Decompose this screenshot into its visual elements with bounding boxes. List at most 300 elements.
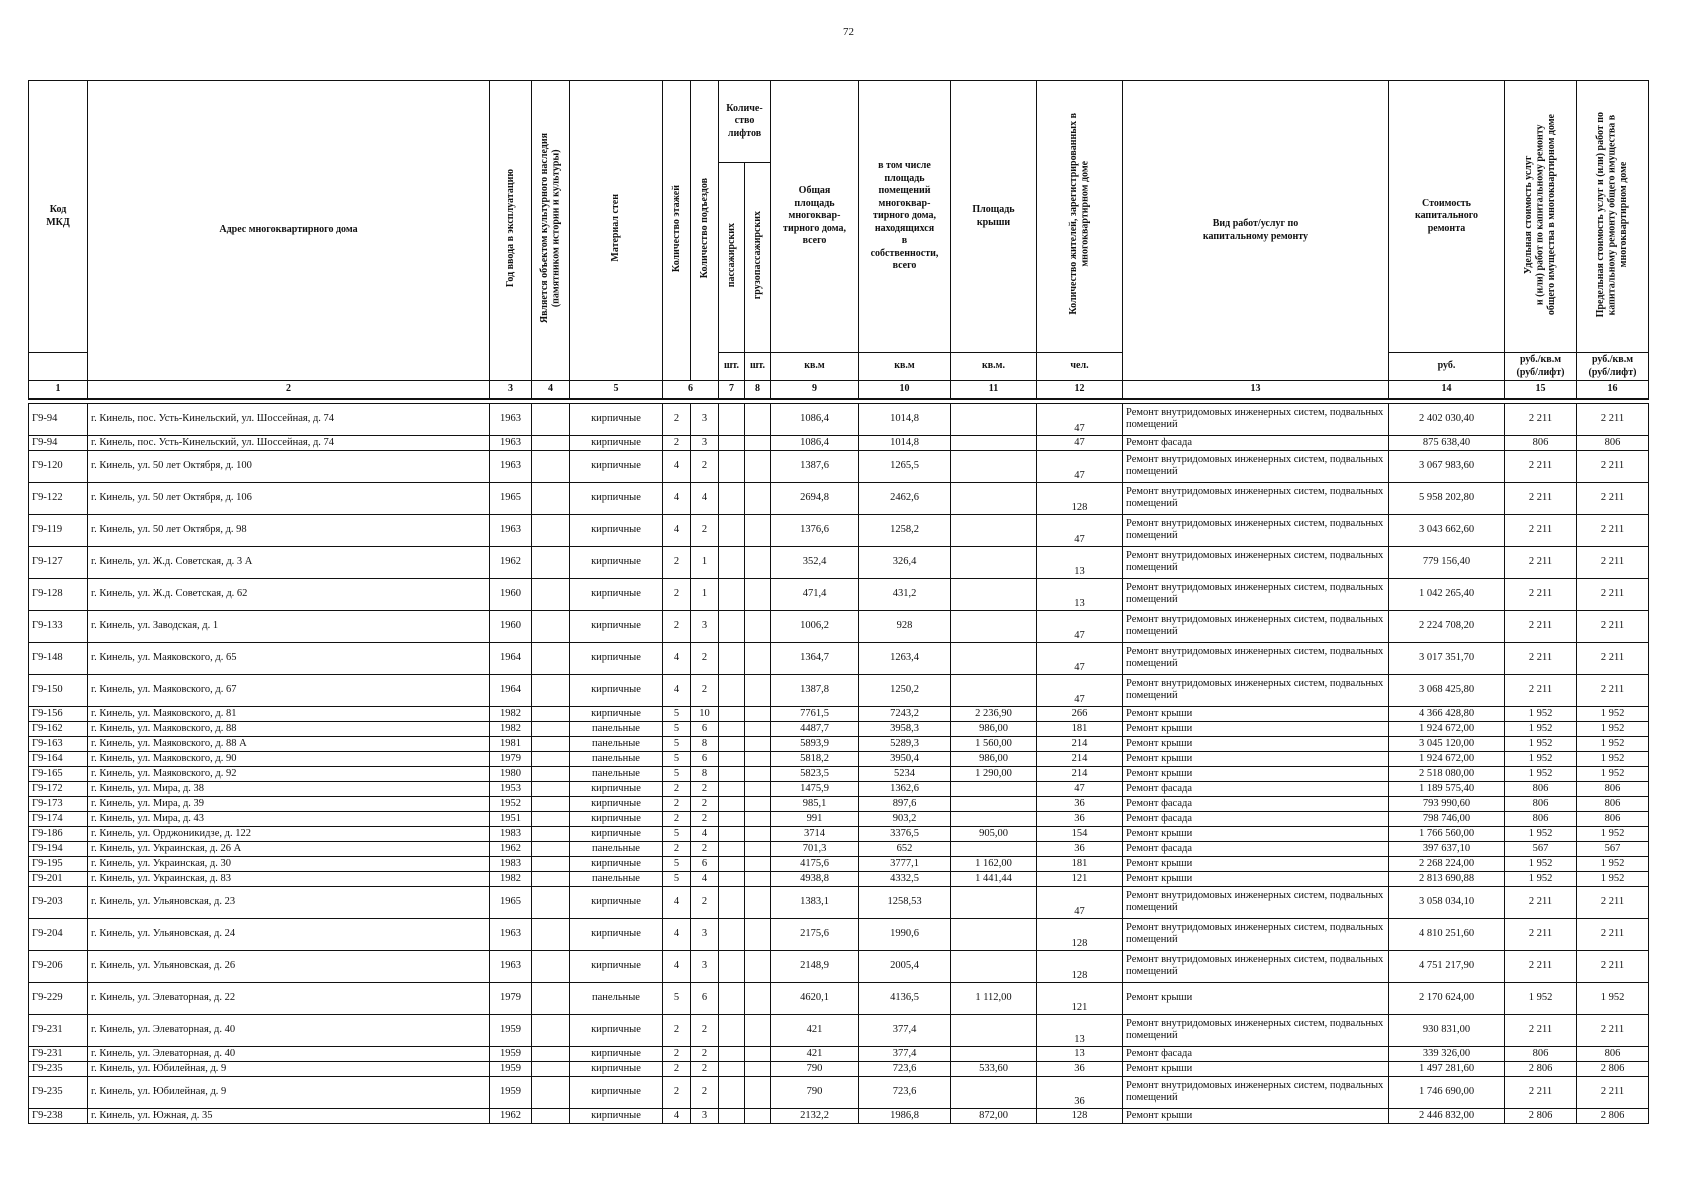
row-year: 1962: [490, 546, 532, 578]
row-unit-cost: 806: [1505, 811, 1577, 826]
row-empty-cell: [719, 514, 745, 546]
row-address: г. Кинель, ул. Маяковского, д. 92: [88, 766, 490, 781]
row-empty-cell: [532, 1108, 570, 1123]
row-empty-cell: [532, 871, 570, 886]
table-row: [29, 514, 1649, 546]
row-material: кирпичные: [570, 1046, 663, 1061]
column-number-6: 6: [663, 381, 719, 399]
row-year: 1982: [490, 706, 532, 721]
row-work-type: Ремонт внутридомовых инженерных систем, подвальных помещений: [1123, 514, 1389, 546]
row-max-cost: 2 211: [1577, 514, 1649, 546]
row-roof-area: 2 236,90: [951, 706, 1037, 721]
row-total-area: 2132,2: [771, 1108, 859, 1123]
row-roof-area: 1 441,44: [951, 871, 1037, 886]
row-residents: 214: [1037, 766, 1123, 781]
header-work-type: Вид работ/услуг по капитальному ремонту: [1123, 81, 1389, 381]
column-number-15: 15: [1505, 381, 1577, 399]
row-material: кирпичные: [570, 856, 663, 871]
row-work-type: Ремонт крыши: [1123, 766, 1389, 781]
row-unit-cost: 2 211: [1505, 950, 1577, 982]
row-total-area: 2148,9: [771, 950, 859, 982]
row-cost: 3 058 034,10: [1389, 886, 1505, 918]
row-unit-cost: 2 211: [1505, 642, 1577, 674]
row-cost: 397 637,10: [1389, 841, 1505, 856]
row-cost: 4 810 251,60: [1389, 918, 1505, 950]
row-owned-area: 1362,6: [859, 781, 951, 796]
row-total-area: 352,4: [771, 546, 859, 578]
row-work-type: Ремонт крыши: [1123, 856, 1389, 871]
row-max-cost: 1 952: [1577, 766, 1649, 781]
row-work-type: Ремонт внутридомовых инженерных систем, подвальных помещений: [1123, 1014, 1389, 1046]
row-code: Г9-119: [29, 514, 88, 546]
row-residents: 36: [1037, 1076, 1123, 1108]
row-total-area: 790: [771, 1061, 859, 1076]
row-address: г. Кинель, пос. Усть-Кинельский, ул. Шоссейная, д. 74: [88, 403, 490, 435]
row-year: 1964: [490, 642, 532, 674]
row-cost: 339 326,00: [1389, 1046, 1505, 1061]
row-work-type: Ремонт фасада: [1123, 841, 1389, 856]
capital-repair-table: [28, 80, 1649, 1124]
column-number-10: 10: [859, 381, 951, 399]
row-material: кирпичные: [570, 610, 663, 642]
row-empty-cell: [532, 918, 570, 950]
row-empty-cell: [745, 642, 771, 674]
row-empty-cell: [532, 482, 570, 514]
row-address: г. Кинель, ул. Элеваторная, д. 40: [88, 1014, 490, 1046]
row-residents: 266: [1037, 706, 1123, 721]
row-code: Г9-229: [29, 982, 88, 1014]
row-code: Г9-194: [29, 841, 88, 856]
row-work-type: Ремонт фасада: [1123, 811, 1389, 826]
column-number-1: 1: [29, 381, 88, 399]
row-total-area: 4175,6: [771, 856, 859, 871]
row-cost: 798 746,00: [1389, 811, 1505, 826]
row-code: Г9-162: [29, 721, 88, 736]
row-roof-area: [951, 886, 1037, 918]
row-empty-cell: [532, 856, 570, 871]
row-residents: 47: [1037, 781, 1123, 796]
row-cost: 3 068 425,80: [1389, 674, 1505, 706]
row-max-cost: 806: [1577, 781, 1649, 796]
row-floors: 5: [663, 766, 691, 781]
table-row: [29, 610, 1649, 642]
row-unit-cost: 1 952: [1505, 706, 1577, 721]
row-total-area: 4487,7: [771, 721, 859, 736]
row-owned-area: 1250,2: [859, 674, 951, 706]
row-address: г. Кинель, ул. Мира, д. 39: [88, 796, 490, 811]
row-cost: 4 366 428,80: [1389, 706, 1505, 721]
row-max-cost: 2 211: [1577, 1014, 1649, 1046]
row-code: Г9-150: [29, 674, 88, 706]
row-empty-cell: [532, 706, 570, 721]
row-max-cost: 1 952: [1577, 982, 1649, 1014]
row-work-type: Ремонт внутридомовых инженерных систем, подвальных помещений: [1123, 886, 1389, 918]
row-roof-area: [951, 514, 1037, 546]
row-code: Г9-164: [29, 751, 88, 766]
column-number-8: 8: [745, 381, 771, 399]
row-address: г. Кинель, ул. 50 лет Октября, д. 106: [88, 482, 490, 514]
row-floors: 2: [663, 546, 691, 578]
row-owned-area: 4332,5: [859, 871, 951, 886]
row-empty-cell: [532, 674, 570, 706]
row-entrances: 6: [691, 982, 719, 1014]
row-entrances: 6: [691, 856, 719, 871]
row-empty-cell: [719, 766, 745, 781]
row-empty-cell: [532, 1014, 570, 1046]
row-total-area: 991: [771, 811, 859, 826]
row-code: Г9-186: [29, 826, 88, 841]
row-year: 1959: [490, 1061, 532, 1076]
row-residents: 13: [1037, 1014, 1123, 1046]
row-unit-cost: 2 211: [1505, 546, 1577, 578]
row-floors: 4: [663, 1108, 691, 1123]
row-year: 1962: [490, 841, 532, 856]
row-floors: 2: [663, 796, 691, 811]
row-material: кирпичные: [570, 642, 663, 674]
row-material: кирпичные: [570, 796, 663, 811]
row-year: 1979: [490, 982, 532, 1014]
row-year: 1960: [490, 578, 532, 610]
row-max-cost: 2 211: [1577, 642, 1649, 674]
row-empty-cell: [745, 950, 771, 982]
unit-residents: чел.: [1037, 353, 1123, 381]
row-empty-cell: [745, 856, 771, 871]
header-max-cost: Предельная стоимость услуг и (или) работ по капитальному ремонту общего имущества в многоквартирном доме: [1577, 81, 1649, 353]
table-row: [29, 811, 1649, 826]
row-owned-area: 1014,8: [859, 435, 951, 450]
row-empty-cell: [532, 403, 570, 435]
row-entrances: 2: [691, 841, 719, 856]
row-year: 1982: [490, 721, 532, 736]
header-lifts: Количе- ство лифтов: [719, 81, 771, 163]
row-empty-cell: [719, 751, 745, 766]
row-material: кирпичные: [570, 482, 663, 514]
row-empty-cell: [719, 886, 745, 918]
row-owned-area: 723,6: [859, 1076, 951, 1108]
row-year: 1960: [490, 610, 532, 642]
row-unit-cost: 2 211: [1505, 918, 1577, 950]
row-cost: 1 924 672,00: [1389, 751, 1505, 766]
row-floors: 5: [663, 736, 691, 751]
row-cost: 875 638,40: [1389, 435, 1505, 450]
row-roof-area: [951, 578, 1037, 610]
row-residents: 214: [1037, 751, 1123, 766]
row-roof-area: [951, 950, 1037, 982]
row-entrances: 2: [691, 1076, 719, 1108]
row-owned-area: 3376,5: [859, 826, 951, 841]
row-empty-cell: [719, 918, 745, 950]
row-year: 1983: [490, 856, 532, 871]
row-empty-cell: [719, 435, 745, 450]
row-year: 1982: [490, 871, 532, 886]
row-floors: 2: [663, 435, 691, 450]
row-floors: 4: [663, 642, 691, 674]
row-max-cost: 2 211: [1577, 950, 1649, 982]
table-row: [29, 856, 1649, 871]
row-address: г. Кинель, ул. Мира, д. 43: [88, 811, 490, 826]
row-unit-cost: 1 952: [1505, 826, 1577, 841]
row-material: кирпичные: [570, 918, 663, 950]
row-entrances: 4: [691, 482, 719, 514]
row-total-area: 2175,6: [771, 918, 859, 950]
row-entrances: 3: [691, 403, 719, 435]
row-owned-area: 928: [859, 610, 951, 642]
row-address: г. Кинель, ул. Элеваторная, д. 40: [88, 1046, 490, 1061]
row-residents: 154: [1037, 826, 1123, 841]
row-roof-area: 1 560,00: [951, 736, 1037, 751]
row-empty-cell: [745, 1014, 771, 1046]
row-residents: 128: [1037, 482, 1123, 514]
row-cost: 779 156,40: [1389, 546, 1505, 578]
row-work-type: Ремонт внутридомовых инженерных систем, подвальных помещений: [1123, 1076, 1389, 1108]
row-roof-area: [951, 841, 1037, 856]
row-year: 1980: [490, 766, 532, 781]
row-floors: 2: [663, 781, 691, 796]
row-entrances: 3: [691, 918, 719, 950]
row-year: 1965: [490, 482, 532, 514]
row-empty-cell: [719, 826, 745, 841]
row-max-cost: 1 952: [1577, 826, 1649, 841]
row-unit-cost: 2 211: [1505, 403, 1577, 435]
row-total-area: 5893,9: [771, 736, 859, 751]
row-entrances: 2: [691, 674, 719, 706]
row-year: 1953: [490, 781, 532, 796]
table-body: [29, 399, 1649, 1124]
table-row: [29, 1061, 1649, 1076]
row-max-cost: 2 211: [1577, 886, 1649, 918]
row-empty-cell: [719, 1014, 745, 1046]
row-floors: 5: [663, 826, 691, 841]
row-material: кирпичные: [570, 674, 663, 706]
header-year: Год ввода в эксплуатацию: [490, 81, 532, 381]
row-unit-cost: 1 952: [1505, 736, 1577, 751]
row-work-type: Ремонт внутридомовых инженерных систем, подвальных помещений: [1123, 674, 1389, 706]
row-empty-cell: [532, 751, 570, 766]
row-cost: 3 067 983,60: [1389, 450, 1505, 482]
row-code: Г9-206: [29, 950, 88, 982]
row-year: 1959: [490, 1076, 532, 1108]
row-material: кирпичные: [570, 1061, 663, 1076]
row-owned-area: 3777,1: [859, 856, 951, 871]
table-row: [29, 482, 1649, 514]
row-empty-cell: [745, 766, 771, 781]
row-max-cost: 806: [1577, 435, 1649, 450]
row-empty-cell: [532, 435, 570, 450]
row-empty-cell: [532, 1076, 570, 1108]
row-residents: 47: [1037, 610, 1123, 642]
row-unit-cost: 2 211: [1505, 886, 1577, 918]
row-max-cost: 806: [1577, 811, 1649, 826]
row-year: 1965: [490, 886, 532, 918]
row-unit-cost: 2 806: [1505, 1061, 1577, 1076]
row-empty-cell: [745, 796, 771, 811]
row-unit-cost: 2 211: [1505, 578, 1577, 610]
row-empty-cell: [745, 706, 771, 721]
row-entrances: 2: [691, 1014, 719, 1046]
row-floors: 4: [663, 514, 691, 546]
row-owned-area: 7243,2: [859, 706, 951, 721]
column-numbers-row: [29, 381, 1649, 399]
row-empty-cell: [745, 1108, 771, 1123]
row-roof-area: [951, 1046, 1037, 1061]
table-row: [29, 1046, 1649, 1061]
row-residents: 36: [1037, 841, 1123, 856]
column-number-9: 9: [771, 381, 859, 399]
row-empty-cell: [745, 514, 771, 546]
row-total-area: 1387,6: [771, 450, 859, 482]
row-code: Г9-231: [29, 1014, 88, 1046]
row-work-type: Ремонт фасада: [1123, 781, 1389, 796]
row-unit-cost: 567: [1505, 841, 1577, 856]
row-max-cost: 1 952: [1577, 736, 1649, 751]
row-address: г. Кинель, ул. Ж.д. Советская, д. 3 А: [88, 546, 490, 578]
row-entrances: 4: [691, 871, 719, 886]
row-address: г. Кинель, ул. 50 лет Октября, д. 100: [88, 450, 490, 482]
row-material: кирпичные: [570, 450, 663, 482]
column-number-3: 3: [490, 381, 532, 399]
row-cost: 1 746 690,00: [1389, 1076, 1505, 1108]
row-roof-area: [951, 674, 1037, 706]
row-address: г. Кинель, ул. Ж.д. Советская, д. 62: [88, 578, 490, 610]
row-year: 1963: [490, 435, 532, 450]
row-code: Г9-201: [29, 871, 88, 886]
row-address: г. Кинель, ул. Ульяновская, д. 24: [88, 918, 490, 950]
row-residents: 47: [1037, 403, 1123, 435]
table-row: [29, 841, 1649, 856]
row-empty-cell: [745, 982, 771, 1014]
table-row: [29, 982, 1649, 1014]
table-row: [29, 674, 1649, 706]
row-residents: 128: [1037, 950, 1123, 982]
row-roof-area: [951, 796, 1037, 811]
row-total-area: 5818,2: [771, 751, 859, 766]
row-owned-area: 377,4: [859, 1046, 951, 1061]
row-cost: 5 958 202,80: [1389, 482, 1505, 514]
row-empty-cell: [719, 721, 745, 736]
row-entrances: 3: [691, 435, 719, 450]
column-number-4: 4: [532, 381, 570, 399]
row-roof-area: [951, 546, 1037, 578]
row-work-type: Ремонт крыши: [1123, 826, 1389, 841]
row-empty-cell: [719, 796, 745, 811]
row-empty-cell: [532, 886, 570, 918]
header-unit-cost: Удельная стоимость услуг и (или) работ по капитальному ремонту общего имущества в многоквартирном доме: [1505, 81, 1577, 353]
row-cost: 4 751 217,90: [1389, 950, 1505, 982]
row-owned-area: 1990,6: [859, 918, 951, 950]
table-row: [29, 781, 1649, 796]
row-empty-cell: [745, 841, 771, 856]
header-owned-area: в том числе площадь помещений многоквар- тирного дома, находящихся в собственности, всего: [859, 81, 951, 353]
row-empty-cell: [532, 514, 570, 546]
row-floors: 2: [663, 1046, 691, 1061]
row-residents: 47: [1037, 514, 1123, 546]
row-max-cost: 1 952: [1577, 706, 1649, 721]
row-unit-cost: 2 211: [1505, 1014, 1577, 1046]
row-roof-area: 905,00: [951, 826, 1037, 841]
row-address: г. Кинель, ул. Юбилейная, д. 9: [88, 1061, 490, 1076]
row-cost: 2 518 080,00: [1389, 766, 1505, 781]
header-code-blank: [29, 353, 88, 381]
row-entrances: 2: [691, 450, 719, 482]
row-residents: 128: [1037, 1108, 1123, 1123]
row-address: г. Кинель, ул. Маяковского, д. 88 А: [88, 736, 490, 751]
table-row: [29, 403, 1649, 435]
row-material: кирпичные: [570, 546, 663, 578]
row-work-type: Ремонт крыши: [1123, 1108, 1389, 1123]
row-residents: 47: [1037, 674, 1123, 706]
row-max-cost: 2 211: [1577, 482, 1649, 514]
row-material: панельные: [570, 736, 663, 751]
row-roof-area: 1 162,00: [951, 856, 1037, 871]
unit-lifts-passenger: шт.: [719, 353, 745, 381]
row-empty-cell: [532, 1046, 570, 1061]
row-empty-cell: [532, 721, 570, 736]
row-floors: 2: [663, 811, 691, 826]
row-empty-cell: [719, 811, 745, 826]
row-owned-area: 1014,8: [859, 403, 951, 435]
row-roof-area: [951, 811, 1037, 826]
row-code: Г9-172: [29, 781, 88, 796]
row-work-type: Ремонт фасада: [1123, 796, 1389, 811]
table-row: [29, 950, 1649, 982]
unit-lifts-cargo: шт.: [745, 353, 771, 381]
row-entrances: 8: [691, 766, 719, 781]
row-empty-cell: [532, 610, 570, 642]
row-work-type: Ремонт внутридомовых инженерных систем, подвальных помещений: [1123, 450, 1389, 482]
row-cost: 2 402 030,40: [1389, 403, 1505, 435]
row-unit-cost: 2 806: [1505, 1108, 1577, 1123]
row-address: г. Кинель, ул. Южная, д. 35: [88, 1108, 490, 1123]
row-unit-cost: 1 952: [1505, 982, 1577, 1014]
row-year: 1963: [490, 403, 532, 435]
row-residents: 36: [1037, 811, 1123, 826]
row-roof-area: [951, 403, 1037, 435]
row-cost: 3 017 351,70: [1389, 642, 1505, 674]
row-floors: 2: [663, 403, 691, 435]
row-empty-cell: [532, 781, 570, 796]
row-max-cost: 2 211: [1577, 450, 1649, 482]
table-row: [29, 918, 1649, 950]
row-max-cost: 2 211: [1577, 546, 1649, 578]
row-address: г. Кинель, пос. Усть-Кинельский, ул. Шоссейная, д. 74: [88, 435, 490, 450]
row-total-area: 701,3: [771, 841, 859, 856]
row-empty-cell: [532, 642, 570, 674]
row-address: г. Кинель, ул. Маяковского, д. 81: [88, 706, 490, 721]
row-empty-cell: [719, 546, 745, 578]
row-empty-cell: [719, 856, 745, 871]
row-address: г. Кинель, ул. Орджоникидзе, д. 122: [88, 826, 490, 841]
row-code: Г9-238: [29, 1108, 88, 1123]
row-entrances: 1: [691, 578, 719, 610]
row-address: г. Кинель, ул. Элеваторная, д. 22: [88, 982, 490, 1014]
row-floors: 2: [663, 610, 691, 642]
row-max-cost: 806: [1577, 796, 1649, 811]
header-total-area: Общая площадь многоквар- тирного дома, всего: [771, 81, 859, 353]
row-residents: 13: [1037, 1046, 1123, 1061]
row-roof-area: 872,00: [951, 1108, 1037, 1123]
row-material: кирпичные: [570, 1076, 663, 1108]
table-row: [29, 721, 1649, 736]
table-row: [29, 642, 1649, 674]
row-work-type: Ремонт внутридомовых инженерных систем, подвальных помещений: [1123, 950, 1389, 982]
row-empty-cell: [532, 950, 570, 982]
row-owned-area: 4136,5: [859, 982, 951, 1014]
row-code: Г9-165: [29, 766, 88, 781]
header-residents: Количество жителей, зарегистрированных в многоквартирном доме: [1037, 81, 1123, 353]
row-address: г. Кинель, ул. Украинская, д. 83: [88, 871, 490, 886]
row-unit-cost: 1 952: [1505, 856, 1577, 871]
header-lifts-passenger: пассажирских: [719, 163, 745, 353]
